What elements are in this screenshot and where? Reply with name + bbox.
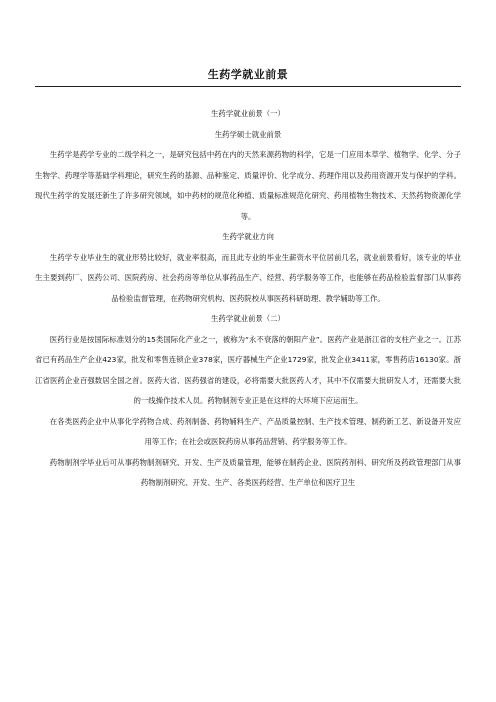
paragraph-introduction: 生药学是药学专业的二级学科之一，是研究包括中药在内的天然来源药物的科学，它是一门应用本草学、植物学、化学、分子生物学、药理学等基础学科理论，研究生药的基源、品种鉴定、质量评价、化学成分、药理作用以及药用资源开发与保护的学科。现代生药学的发展还新生了许多研究领域，如中药材的规范化种植、质量标准规范化研究、药用植物生物技术、天然药物资源化学等。: [35, 150, 461, 221]
paragraph-career-direction: 生药学专业毕业生的就业形势比较好，就业率很高，而且此专业的毕业生薪资水平位居前几名，就业前景看好，该专业的毕业生主要到药厂、医药公司、医院药房、社会药房等单位从事药品生产、经营、药学服务等工作，也能够在药品检验监督部门从事药品检验监督管理，在药物研究机构、医药院校从事医药科研助理、教学辅助等工作。: [35, 252, 461, 303]
section-heading-2: 生药学就业前景（二）: [211, 314, 285, 323]
section-subheading-master: 生药学硕士就业前景: [214, 129, 282, 139]
document-title: 生药学就业前景: [207, 68, 289, 81]
section-subheading-career: 生药学就业方向: [222, 232, 274, 241]
title-divider: [35, 86, 461, 87]
paragraph-pharmaceutics: 药物制剂学毕业后可从事药物制剂研究、开发、生产及质量管理，能够在制药企业、医院药剂科、研究所及药政管理部门从事药物制剂研究、开发、生产、各类医药经营、生产单位和医疗卫生: [49, 457, 461, 487]
section-heading-1: 生药学就业前景（一）: [211, 109, 285, 118]
paragraph-enterprise-work: 在各类医药企业中从事化学药物合成、药剂制备、药物辅料生产、产品质量控制、生产技术管理、制药新工艺、新设备开发应用等工作；在社会或医院药房从事药品营销、药学服务等工作。: [49, 416, 461, 446]
paragraph-industry: 医药行业是按国际标准划分的15类国际化产业之一，被称为“永不衰落的朝阳产业”。医药产业是浙江省的支柱产业之一。江苏省已有药品生产企业423家，批发和零售连锁企业378家，医疗器械生产企业1729家，批发企业3411家，零售药店16130家。浙江省医药企业百强数居全国之首。医药大省、医药强省的建设，必将需要大批医药人才，其中不仅需要大批研发人才，还需要大批的一线操作技术人员。药物制剂专业正是在这样的大环境下应运而生。: [35, 334, 461, 405]
document-body: [35, 104, 461, 494]
